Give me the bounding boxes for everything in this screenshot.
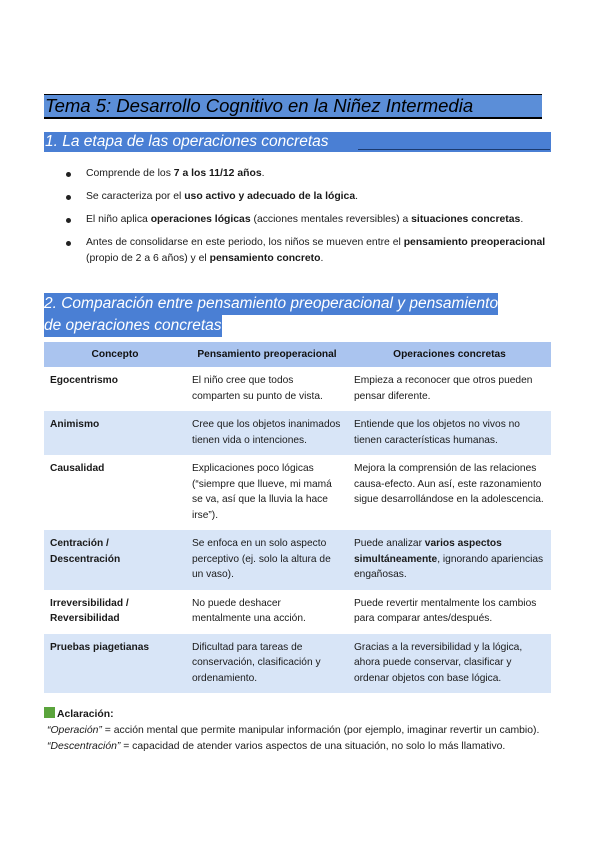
column-header: Operaciones concretas [348,342,551,367]
preoperational-cell: Dificultad para tareas de conservación, clasificación y ordenamiento. [186,634,348,694]
section2-heading [44,293,550,337]
preoperational-cell: El niño cree que todos comparten su punto de vista. [192,375,323,402]
section1-bullet-list [66,166,566,274]
table-row [44,530,551,590]
table-row [44,590,551,634]
column-header: Pensamiento preoperacional [186,342,348,367]
concrete-cell: Puede revertir mentalmente los cambios para comparar antes/después. [354,597,537,624]
definition-operacion: “Operación” = acción mental que permite manipular información (por ejemplo, imaginar revertir un cambio). [47,725,540,736]
concept-cell: Animismo [44,411,186,455]
concrete-cell: Empieza a reconocer que otros pueden pensar diferente. [354,375,533,402]
concrete-cell: Gracias a la reversibilidad y la lógica, ahora puede conservar, clasificar y ordenar objetos con base lógica. [348,634,551,694]
preoperational-cell: Explicaciones poco lógicas (“siempre que llueve, mi mamá se va, así que la lluvia la hace irse”). [192,463,332,521]
table-row [44,455,551,530]
clarification-note [44,707,564,755]
list-item: Comprende de los 7 a los 11/12 años. [66,166,566,182]
concept-cell: Irreversibilidad / Reversibilidad [50,597,129,624]
table-header-row [44,342,551,367]
concrete-cell: Puede analizar varios aspectos simultáneamente, ignorando apariencias engañosas. [348,530,551,590]
preoperational-cell: Cree que los objetos inanimados tienen vida o intenciones. [186,411,348,455]
list-item: Antes de consolidarse en este periodo, los niños se mueven entre el pensamiento preoperacional (propio de 2 a 6 años) y el pensamiento concreto. [66,235,566,267]
green-square-icon [44,707,55,718]
list-item: El niño aplica operaciones lógicas (acciones mentales reversibles) a situaciones concretas. [66,212,566,228]
table-row [44,634,551,694]
bullet-icon [66,172,71,177]
heading-underline [358,149,550,150]
concept-cell: Causalidad [50,463,105,474]
section1-heading [44,132,551,152]
note-label: Aclaración: [57,709,114,720]
column-header: Concepto [44,342,186,367]
page-title: Tema 5: Desarrollo Cognitivo en la Niñez Intermedia [44,94,542,119]
table-row [44,411,551,455]
concept-cell: Pruebas piagetianas [44,634,186,694]
section2-heading-line2: de operaciones concretas [44,315,222,337]
definition-descentracion: “Descentración” = capacidad de atender varios aspectos de una situación, no solo lo más llamativo. [47,741,506,752]
table-row [44,367,551,411]
preoperational-cell: No puede deshacer mentalmente una acción. [192,597,306,624]
bullet-icon [66,241,71,246]
section1-heading-text: 1. La etapa de las operaciones concretas [45,133,329,150]
list-item: Se caracteriza por el uso activo y adecuado de la lógica. [66,189,566,205]
preoperational-cell: Se enfoca en un solo aspecto perceptivo (ej. solo la altura de un vaso). [186,530,348,590]
concept-cell: Centración / Descentración [44,530,186,590]
bullet-icon [66,218,71,223]
concrete-cell: Entiende que los objetos no vivos no tienen características humanas. [348,411,551,455]
concrete-cell: Mejora la comprensión de las relaciones causa-efecto. Aun así, este razonamiento sigue desarrollándose en la adolescencia. [354,463,544,505]
bullet-icon [66,195,71,200]
concept-cell: Egocentrismo [50,375,118,386]
section2-heading-line1: 2. Comparación entre pensamiento preoperacional y pensamiento [44,293,498,315]
comparison-table [44,342,551,693]
